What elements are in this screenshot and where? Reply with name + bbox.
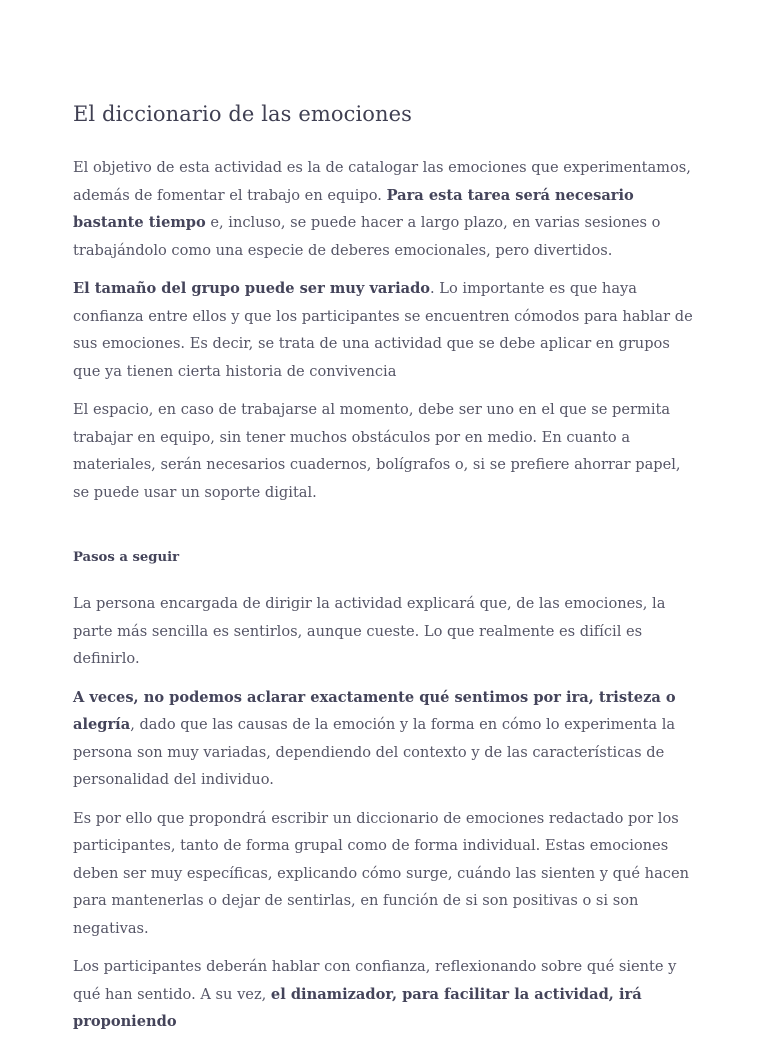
paragraph-causes	[73, 684, 697, 794]
paragraph-space: El espacio, en caso de trabajarse al momento, debe ser uno en el que se permita trabajar en equipo, sin tener muchos obstáculos por en medio. En cuanto a materiales, serán necesarios cuadernos, bolígrafos o, si se prefiere ahorrar papel, se puede usar un soporte digital.	[73, 401, 681, 501]
text-run: , dado que las causas de la emoción y la forma en cómo lo experimenta la persona son muy variadas, dependiendo del contexto y de las características de personalidad del individuo.	[73, 716, 676, 788]
page-title: El diccionario de las emociones	[73, 102, 413, 126]
text-run: Los participantes deberán hablar con confianza, reflexionando sobre qué siente y qué han sentido. A su vez,	[73, 958, 677, 1003]
paragraph-participants	[73, 953, 697, 1036]
text-run: El objetivo de esta actividad es la de catalogar las emociones que experimentamos, además de fomentar el trabajo en equipo.	[73, 159, 691, 204]
section-heading: Pasos a seguir	[73, 550, 180, 565]
bold-text: A veces, no podemos aclarar exactamente qué sentimos por ira, tristeza o alegría	[73, 688, 676, 733]
bold-text: El tamaño del grupo puede ser muy variado	[73, 280, 431, 297]
paragraph-dictionary: Es por ello que propondrá escribir un diccionario de emociones redactado por los participantes, tanto de forma grupal como de forma individual. Estas emociones deben ser muy específicas, explicando cómo surge, cuándo las sienten y qué hacen para mantenerlas o dejar de sentirlas, en función de si son positivas o si son negativas.	[73, 809, 689, 937]
paragraph-explanation: La persona encargada de dirigir la actividad explicará que, de las emociones, la parte más sencilla es sentirlos, aunque cueste. Lo que realmente es difícil es definirlo.	[73, 595, 666, 667]
paragraph-group-size	[73, 275, 697, 385]
bold-text: el dinamizador, para facilitar la actividad, irá proponiendo	[73, 985, 642, 1030]
document-page	[73, 96, 697, 1047]
text-run: e, incluso, se puede hacer a largo plazo, en varias sesiones o trabajándolo como una especie de deberes emocionales, pero divertidos.	[73, 214, 661, 259]
bold-text: Para esta tarea será necesario bastante tiempo	[73, 186, 634, 231]
text-run: . Lo importante es que haya confianza entre ellos y que los participantes se encuentren cómodos para hablar de sus emociones. Es decir, se trata de una actividad que se debe aplicar en grupos que ya tienen cierta historia de convivencia	[73, 280, 693, 380]
paragraph-objective	[73, 154, 697, 264]
